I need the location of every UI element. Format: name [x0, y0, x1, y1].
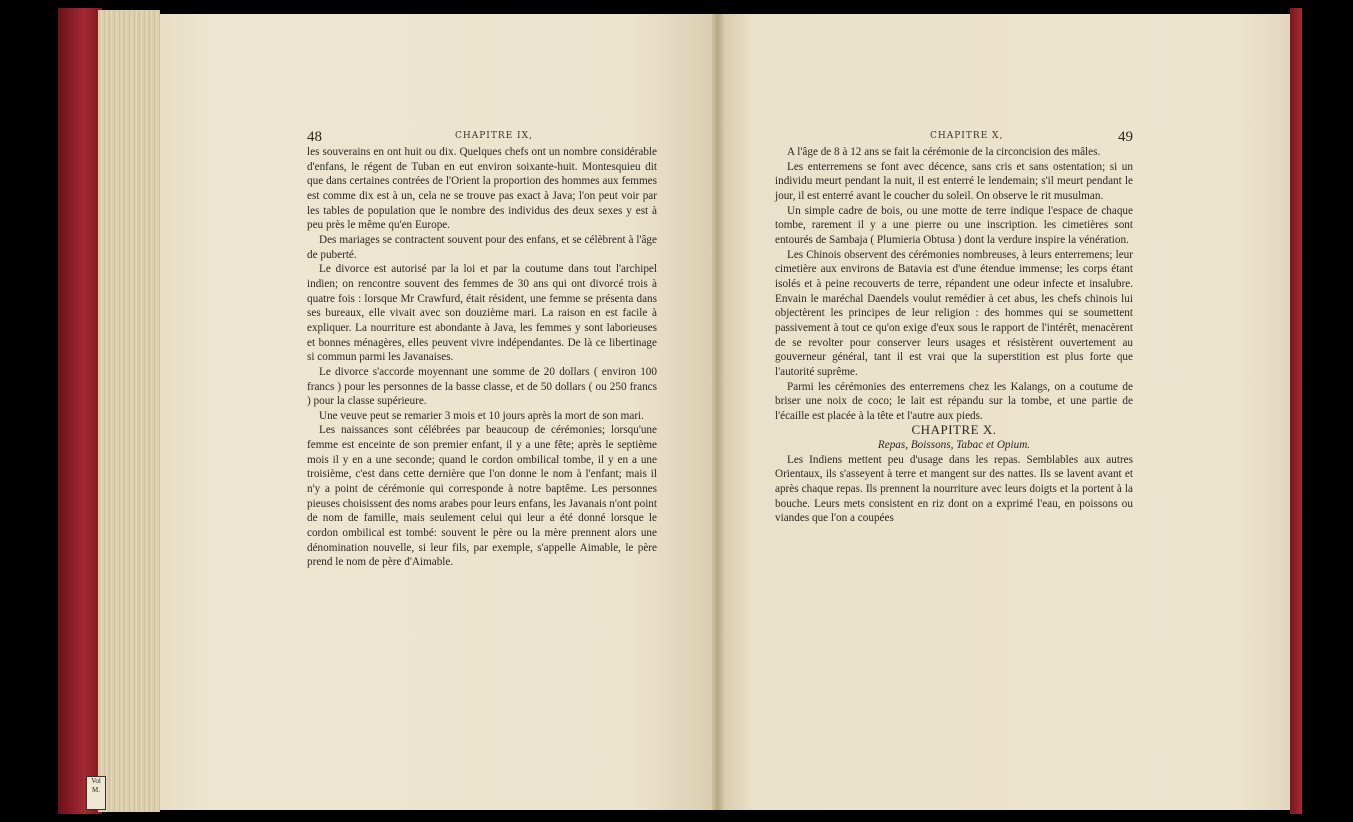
paragraph: Les naissances sont célébrées par beaucoup de cérémonies; lorsqu'une femme est enceinte de son premier enfant, il y a une fête; après le septième mois il y en a une seconde; quand le cordon ombilical tombe, il y en a une troisième, c'est dans cette dernière que l'on donne le nom à l'enfant; mais il n'y a point de cérémonie qui corresponde à notre baptême. Les personnes pieuses choisissent des noms arabes pour leurs enfans, les Javanais n'ont point de nom de famille, mais seulement celui qui leur a été donné lorsque le cordon ombilical est tombé: souvent le père ou la mère prennent alors une dénomination nouvelle, si leur fils, par exemple, s'appelle Aimable, le père prend le nom de père d'Aimable. [307, 424, 658, 569]
paragraph: Les enterremens se font avec décence, sans cris et sans ostentation; si un individu meurt pendant la nuit, il est enterré le lendemain; s'il meurt pendant le jour, il est enterré avant le coucher du soleil. On observe le rit musulman. [775, 160, 1133, 202]
spine-label [86, 776, 106, 810]
spine-label-line: Vol [91, 777, 101, 785]
paragraph: Un simple cadre de bois, ou une motte de terre indique l'espace de chaque tombe, rarement il y a une pierre ou une inscription. les cimetières sont entourés de Sambaja ( Plumieria Obtusa ) dont la verdure inspire la vénération. [775, 204, 1133, 246]
left-page-number: 48 [307, 129, 322, 145]
paragraph: Les Indiens mettent peu d'usage dans les repas. Semblables aux autres Orientaux, ils s'asseyent à terre et mangent sur des nattes. Ils se lavent avant et après chaque repas. Ils prennent la nourriture avec leurs doigts et la portent à la bouche. Leurs mets consistent en riz dont on a exprimé l'eau, en poissons ou viandes que l'on a coupées [775, 453, 1133, 525]
paragraph: Parmi les cérémonies des enterremens chez les Kalangs, on a coutume de briser une noix de coco; le lait est répandu sur la tombe, et une partie de l'écaille est placée à la tête et l'autre aux pieds. [775, 380, 1133, 422]
spine-label-line: M. [92, 786, 100, 794]
paragraph: Les Chinois observent des cérémonies nombreuses, à leurs enterremens; leur cimetière aux environs de Batavia est d'une étendue immense; les corps étant isolés et à peine recouverts de terre, répandent une odeur infecte et insalubre. Envain le maréchal Daendels voulut remédier à cet abus, les chefs chinois lui objectèrent les principes de leur religion : des hommes qui se soumettent passivement à tout ce qu'on exige d'eux sous le rapport de l'intérêt, menacèrent de se revolter pour conserver leurs usages et résistèrent ouvertement au gouverneur général, tant il est vrai que la superstition est plus forte que l'autorité suprême. [775, 248, 1133, 378]
left-text-column [307, 145, 657, 570]
chapter-subtitle: Repas, Boissons, Tabac et Opium. [877, 439, 1031, 452]
right-page-number: 49 [1118, 129, 1133, 145]
book-gutter [712, 14, 724, 810]
paragraph: A l'âge de 8 à 12 ans se fait la cérémonie de la circoncision des mâles. [787, 146, 1101, 158]
right-running-header: CHAPITRE X, [930, 131, 1004, 141]
book-cover-right [1290, 8, 1302, 814]
paragraph: Le divorce s'accorde moyennant une somme de 20 dollars ( environ 100 francs ) pour les personnes de la basse classe, et de 50 dollars ( ou 250 francs ) pour la classe supérieure. [307, 365, 657, 408]
right-text-column [775, 145, 1133, 526]
book-cover-left [58, 8, 102, 814]
paragraph: Une veuve peut se remarier 3 mois et 10 jours après la mort de son mari. [319, 409, 644, 422]
paragraph: les souverains en ont huit ou dix. Quelques chefs ont un nombre considérable d'enfans, le régent de Tuban en eut environ soixante-huit. Montesquieu dit que dans certaines contrées de l'Orient la proportion des hommes aux femmes est comme dix est à un, cela ne se trouve pas exact à Java; l'on peut voir par les tables de population que le nombre des individus des deux sexes y est à peu près le même qu'en Europe. [307, 146, 657, 232]
page-edges [98, 10, 160, 812]
paragraph: Le divorce est autorisé par la loi et par la coutume dans tout l'archipel indien; on rencontre souvent des femmes de 30 ans qui ont divorcé trois à quatre fois : lorsque Mr Crawfurd, était résident, une femme se présenta dans ses bureaux, elle vivait avec son douzième mari. La raison en est facile à expliquer. La nourriture est abondante à Java, les femmes y sont laborieuses et bonnes ménagères, elles peuvent vivre indépendantes. De là ce libertinage si commun parmi les Javanaises. [307, 263, 657, 364]
left-running-header: CHAPITRE IX, [455, 131, 533, 141]
chapter-title: CHAPITRE X. [911, 422, 997, 438]
paragraph: Des mariages se contractent souvent pour des enfans, et se célèbrent à l'âge de puberté. [307, 233, 657, 261]
